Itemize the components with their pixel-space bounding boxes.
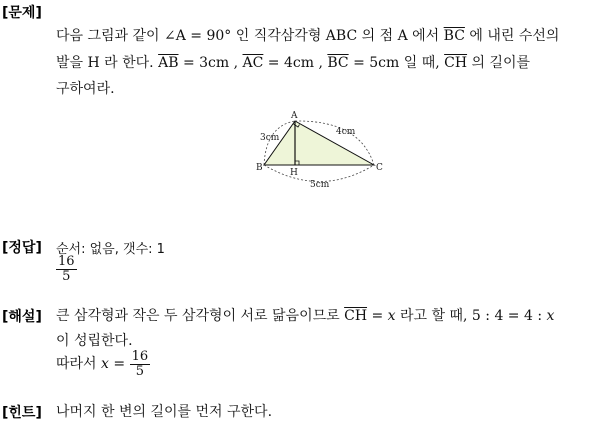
answer-value (56, 255, 77, 283)
length-ab: = 3cm , (182, 55, 239, 71)
problem-line-1 (56, 25, 559, 45)
hint-text: 나머지 한 변의 길이를 먼저 구한다. (56, 404, 273, 420)
fraction-numerator: 16 (58, 254, 75, 269)
problem-line-2 (56, 52, 530, 72)
segment-ab: $\overline{AB}$ (158, 55, 179, 71)
explanation-text: 큰 삼각형과 작은 두 삼각형이 서로 닮음이므로 (56, 308, 340, 324)
problem-text: 다음 그림과 같이 ∠A = 90° 인 직각삼각형 ABC 의 점 A 에서 (56, 28, 440, 44)
segment-ch: $\overline{CH}$ (444, 55, 468, 71)
answer-meta: 순서: 없음, 갯수: 1 (56, 242, 165, 257)
vertex-b-label: B (256, 163, 263, 173)
vertex-c-label: C (376, 163, 383, 173)
side-bc-length: 5cm (310, 180, 330, 190)
answer-fraction (56, 255, 77, 283)
right-triangle-figure (250, 108, 390, 190)
problem-text: 에 내린 수선의 (469, 28, 560, 44)
vertex-a-label: A (291, 111, 298, 121)
length-ac: = 4cm , (267, 55, 323, 71)
segment-ac: $\overline{AC}$ (242, 55, 264, 71)
explanation-label: [해설] (2, 309, 42, 325)
fraction-numerator: 16 (131, 349, 149, 364)
explanation-text: 따라서 x = (56, 356, 126, 373)
explanation-line-2: 이 성립한다. (56, 333, 133, 349)
problem-text: 의 길이를 (471, 55, 531, 71)
explanation-line-3 (56, 350, 150, 378)
segment-bc: $\overline{BC}$ (327, 55, 349, 71)
problem-label: [문제] (2, 5, 42, 21)
segment-bc: $\overline{BC}$ (443, 28, 465, 44)
fraction-denominator: 5 (135, 363, 144, 379)
length-bc: = 5cm 일 때, (353, 55, 440, 71)
side-ac-length: 4cm (336, 127, 356, 137)
explanation-fraction (130, 350, 151, 378)
explanation-line-1 (56, 305, 554, 325)
problem-line-3: 구하여라. (56, 81, 115, 97)
fraction-denominator: 5 (62, 268, 71, 284)
side-ab-length: 3cm (260, 133, 280, 143)
answer-label: [정답] (2, 240, 42, 256)
triangle-fill (264, 121, 374, 165)
segment-ch: $\overline{CH}$ (344, 308, 368, 324)
problem-text: 발을 H 라 한다. (56, 55, 154, 71)
hint-label: [힌트] (2, 405, 42, 421)
explanation-text: = x 라고 할 때, 5 : 4 = 4 : x (371, 308, 555, 324)
vertex-h-label: H (290, 168, 298, 178)
